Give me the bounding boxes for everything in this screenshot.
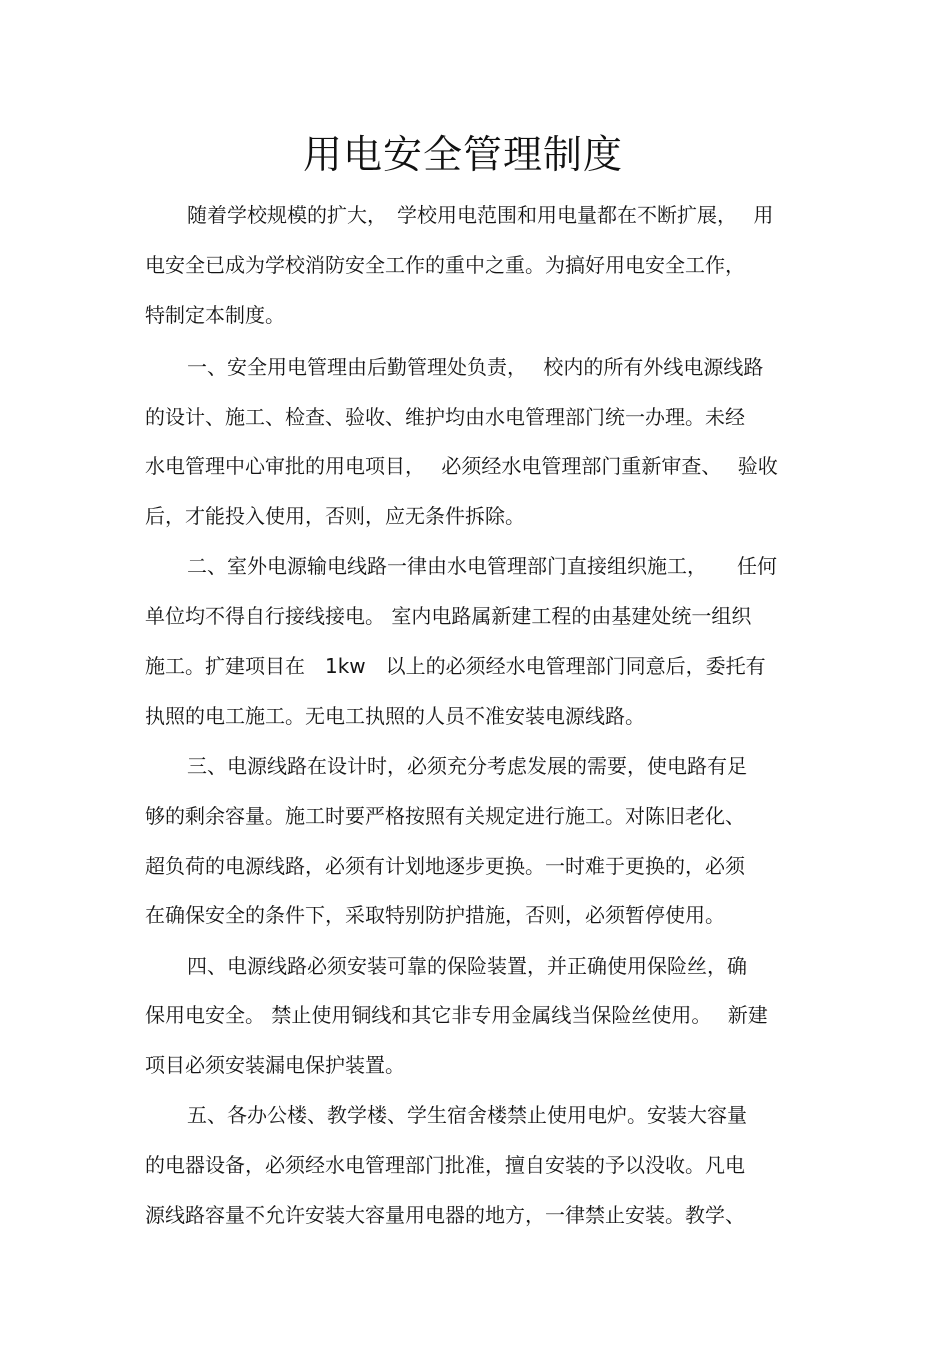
text-line: 执照的电工施工。无电工执照的人员不准安装电源线路。 (145, 704, 645, 728)
text-line: 单位均不得自行接线接电。 室内电路属新建工程的由基建处统一组织 (145, 604, 752, 628)
text-line: 的电器设备，必须经水电管理部门批准，擅自安装的予以没收。凡电 (145, 1153, 745, 1177)
text-line: 五、各办公楼、教学楼、学生宿舍楼禁止使用电炉。安装大容量 (187, 1103, 747, 1127)
text-line: 随着学校规模的扩大， 学校用电范围和用电量都在不断扩展， 用 (187, 203, 774, 227)
text-line: 的设计、施工、检查、验收、维护均由水电管理部门统一办理。未经 (145, 405, 745, 429)
text-line: 二、室外电源输电线路一律由水电管理部门直接组织施工， 任何 (187, 554, 777, 578)
text-line: 超负荷的电源线路，必须有计划地逐步更换。一时难于更换的，必须 (145, 854, 745, 878)
text-line: 保用电安全。 禁止使用铜线和其它非专用金属线当保险丝使用。 新建 (145, 1003, 768, 1027)
text-line: 源线路容量不允许安装大容量用电器的地方，一律禁止安装。教学、 (145, 1203, 745, 1227)
text-line: 四、电源线路必须安装可靠的保险装置，并正确使用保险丝，确 (187, 954, 747, 978)
text-line: 三、电源线路在设计时，必须充分考虑发展的需要，使电路有足 (187, 754, 747, 778)
text-line: 在确保安全的条件下，采取特别防护措施，否则，必须暂停使用。 (145, 903, 725, 927)
text-line: 够的剩余容量。施工时要严格按照有关规定进行施工。对陈旧老化、 (145, 804, 745, 828)
text-line: 水电管理中心审批的用电项目， 必须经水电管理部门重新审查、 验收 (145, 454, 778, 478)
text-line: 一、安全用电管理由后勤管理处负责， 校内的所有外线电源线路 (187, 355, 764, 379)
text-line: 电安全已成为学校消防安全工作的重中之重。为搞好用电安全工作， (145, 253, 745, 277)
text-line: 后，才能投入使用，否则，应无条件拆除。 (145, 504, 525, 528)
document-title: 用电安全管理制度 (302, 133, 623, 178)
text-line: 施工。扩建项目在 1kw 以上的必须经水电管理部门同意后，委托有 (145, 654, 766, 678)
text-line: 项目必须安装漏电保护装置。 (145, 1053, 405, 1077)
text-line: 特制定本制度。 (145, 303, 285, 327)
